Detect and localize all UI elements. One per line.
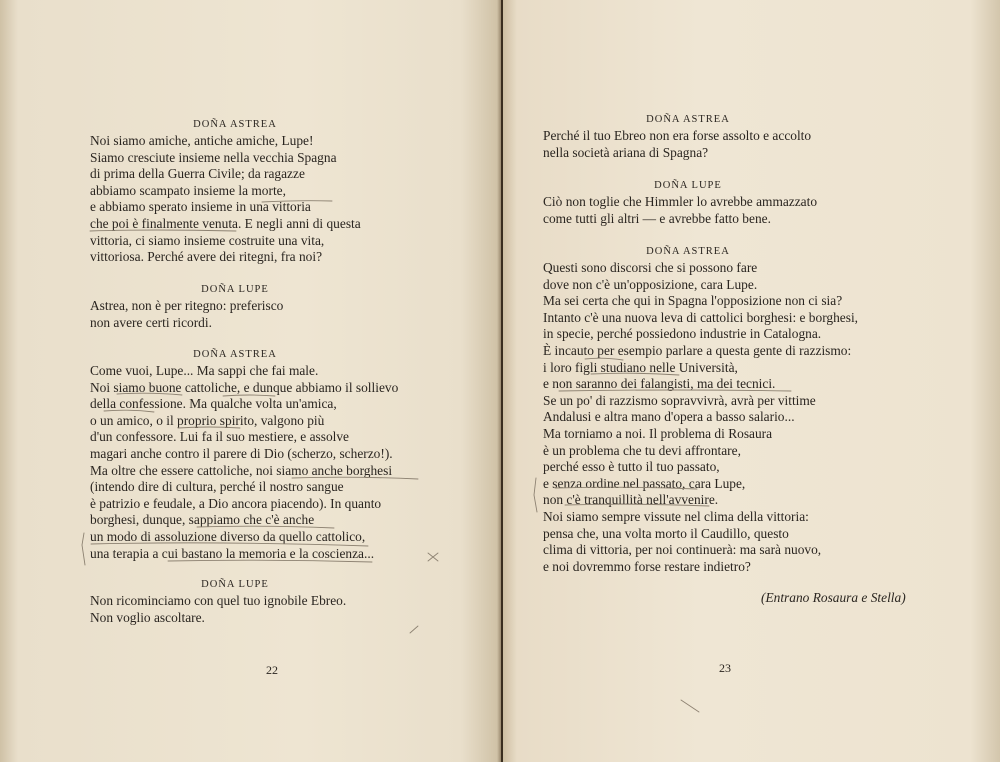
- text-line: un modo di assoluzione diverso da quello cattolico,: [90, 528, 366, 544]
- right-page: [503, 0, 1000, 762]
- text-line: come tutti gli altri — e avrebbe fatto bene.: [543, 210, 771, 226]
- speech-3: [90, 347, 399, 562]
- text-line: perché esso è tutto il tuo passato,: [543, 459, 720, 475]
- text-line: Se un po' di razzismo sopravvivrà, avrà per vittime: [543, 392, 816, 408]
- text-line: non c'è tranquillità nell'avvenire.: [543, 492, 719, 508]
- text-line: Non voglio ascoltare.: [90, 609, 205, 625]
- pencil-cross-mark: [428, 553, 438, 561]
- text-line: di prima della Guerra Civile; da ragazze: [90, 166, 305, 182]
- text-line: pensa che, una volta morto il Caudillo, questo: [543, 525, 789, 541]
- speaker-name: DOÑA LUPE: [654, 180, 722, 191]
- text-line: dove non c'è un'opposizione, cara Lupe.: [543, 276, 758, 292]
- text-line: Intanto c'è una nuova leva di cattolici borghesi: e borghesi,: [543, 309, 859, 325]
- speech-4: [90, 577, 380, 626]
- speech-2: [543, 178, 833, 227]
- text-line: È incauto per esempio parlare a questa gente di razzismo:: [543, 342, 852, 358]
- text-line: Ma torniamo a noi. Il problema di Rosaura: [543, 425, 773, 441]
- stage-direction: (Entrano Rosaura e Stella): [761, 590, 906, 605]
- text-line: e abbiamo sperato insieme in una vittoria: [90, 199, 311, 215]
- text-line: Questi sono discorsi che si possono fare: [543, 260, 758, 275]
- text-line: (intendo dire di cultura, perché il nostro sangue: [90, 479, 344, 495]
- text-line: Astrea, non è per ritegno: preferisco: [90, 298, 284, 313]
- speech-1: [543, 112, 833, 161]
- text-line: Siamo cresciute insieme nella vecchia Spagna: [90, 149, 337, 165]
- text-line: Ciò non toglie che Himmler lo avrebbe ammazzato: [543, 194, 818, 209]
- text-line: una terapia a cui bastano la memoria e la coscienza...: [90, 545, 375, 561]
- text-line: Noi siamo sempre vissute nel clima della vittoria:: [543, 508, 809, 524]
- text-line: magari anche contro il parere di Dio (scherzo, scherzo!).: [90, 445, 393, 461]
- pencil-margin-bracket: [534, 478, 537, 512]
- speaker-name: DOÑA ASTREA: [193, 349, 277, 360]
- page-number: 22: [266, 663, 278, 677]
- speaker-name: DOÑA LUPE: [201, 579, 269, 590]
- pencil-stray-mark: [410, 626, 418, 633]
- text-line: è un problema che tu devi affrontare,: [543, 442, 741, 458]
- speech-3: [543, 244, 859, 575]
- text-line: nella società ariana di Spagna?: [543, 144, 709, 160]
- text-line: Noi siamo amiche, antiche amiche, Lupe!: [90, 133, 314, 148]
- speech-1: [90, 117, 380, 266]
- pencil-stray-mark: [681, 700, 699, 712]
- text-line: vittoriosa. Perché avere dei ritegni, fra noi?: [90, 249, 323, 265]
- text-line: i loro figli studiano nelle Università,: [543, 359, 738, 375]
- text-line: in specie, perché possiedono industrie in Catalogna.: [543, 326, 822, 342]
- speaker-name: DOÑA ASTREA: [646, 114, 730, 125]
- text-line: e noi dovremmo forse restare indietro?: [543, 558, 751, 574]
- text-line: Perché il tuo Ebreo non era forse assolto e accolto: [543, 128, 812, 143]
- text-line: e senza ordine nel passato, cara Lupe,: [543, 475, 746, 491]
- pencil-margin-bracket: [82, 533, 85, 565]
- text-line: o un amico, o il proprio spirito, valgono più: [90, 412, 325, 428]
- speaker-name: DOÑA ASTREA: [646, 246, 730, 257]
- text-line: è patrizio e feudale, a Dio ancora piacendo). In quanto: [90, 495, 382, 511]
- text-line: non avere certi ricordi.: [90, 314, 212, 330]
- text-line: e non saranno dei falangisti, ma dei tecnici.: [543, 376, 776, 392]
- text-line: borghesi, dunque, sappiamo che c'è anche: [90, 512, 315, 528]
- text-line: Andalusi e altra mano d'opera a basso salario...: [543, 409, 795, 425]
- text-line: vittoria, ci siamo insieme costruite una vita,: [90, 232, 325, 248]
- speech-2: [90, 282, 380, 331]
- text-line: Noi siamo buone cattoliche, e dunque abbiamo il sollievo: [90, 379, 399, 395]
- text-line: Non ricominciamo con quel tuo ignobile Ebreo.: [90, 593, 347, 608]
- page-number: 23: [719, 661, 731, 675]
- speaker-name: DOÑA ASTREA: [193, 119, 277, 130]
- text-line: abbiamo scampato insieme la morte,: [90, 182, 286, 198]
- text-line: d'un confessore. Lui fa il suo mestiere, e assolve: [90, 429, 349, 445]
- speaker-name: DOÑA LUPE: [201, 284, 269, 295]
- text-line: Ma sei certa che qui in Spagna l'opposizione non ci sia?: [543, 293, 843, 309]
- text-line: Come vuoi, Lupe... Ma sappi che fai male.: [90, 363, 319, 378]
- text-line: clima di vittoria, per noi continuerà: ma sarà nuovo,: [543, 542, 822, 558]
- text-line: Ma oltre che essere cattoliche, noi siamo anche borghesi: [90, 462, 393, 478]
- text-line: della confessione. Ma qualche volta un'amica,: [90, 396, 337, 412]
- text-line: che poi è finalmente venuta. E negli anni di questa: [90, 215, 361, 231]
